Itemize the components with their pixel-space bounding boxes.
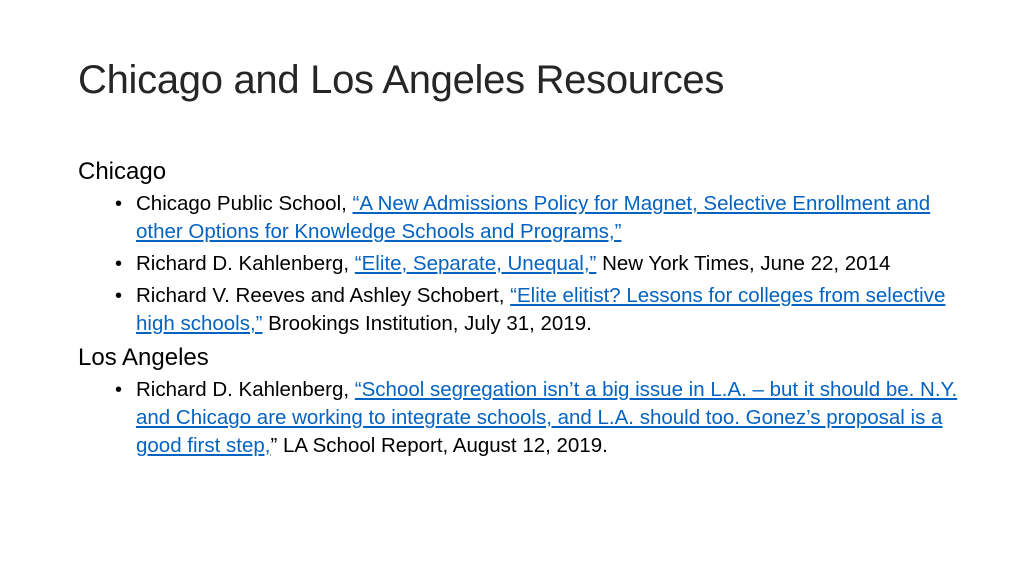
list-item	[78, 190, 958, 246]
citation-prefix: Richard D. Kahlenberg,	[136, 378, 355, 401]
citation-suffix: Brookings Institution, July 31, 2019.	[262, 312, 592, 335]
citation-prefix: Richard D. Kahlenberg,	[136, 252, 355, 275]
bullet-icon: •	[115, 193, 123, 215]
los-angeles-resource-list	[78, 376, 958, 460]
citation-link[interactable]: “School segregation isn’t a big issue in L.A. – but it should be. N.Y. and Chicago are working to integrate schools, and L.A. should too. Gonez’s proposal is a good first step,	[136, 378, 958, 457]
bullet-icon: •	[115, 379, 123, 401]
slide-title: Chicago and Los Angeles Resources	[78, 58, 725, 102]
bullet-icon: •	[115, 253, 123, 275]
section-heading-chicago: Chicago	[78, 158, 167, 185]
section-chicago	[78, 156, 958, 338]
list-item	[78, 376, 958, 460]
section-los-angeles	[78, 342, 958, 460]
citation-suffix: New York Times, June 22, 2014	[596, 252, 891, 275]
list-item	[78, 250, 958, 278]
citation-prefix: Richard V. Reeves and Ashley Schobert,	[136, 284, 511, 307]
bullet-icon: •	[115, 285, 123, 307]
citation-prefix: Chicago Public School,	[136, 192, 353, 215]
list-item	[78, 282, 958, 338]
slide-content	[78, 156, 958, 464]
citation-link[interactable]: “Elite elitist? Lessons for colleges from selective high schools,”	[136, 284, 946, 335]
citation-link[interactable]: “A New Admissions Policy for Magnet, Selective Enrollment and other Options for Knowledge Schools and Programs,”	[136, 192, 931, 243]
citation-link[interactable]: “Elite, Separate, Unequal,”	[354, 252, 597, 275]
section-heading-los-angeles: Los Angeles	[78, 344, 209, 371]
citation-suffix: ” LA School Report, August 12, 2019.	[270, 434, 608, 457]
chicago-resource-list	[78, 190, 958, 338]
